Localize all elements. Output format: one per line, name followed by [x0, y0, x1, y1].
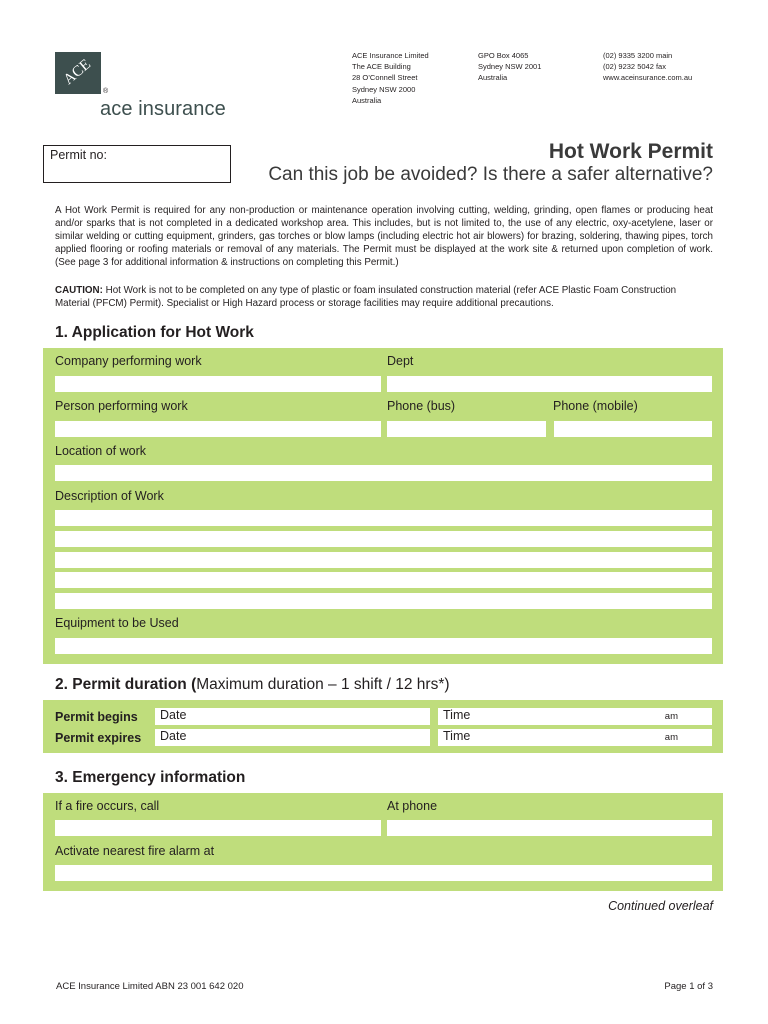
- logo-mark-text: ACE: [60, 56, 94, 89]
- caution-label: CAUTION:: [55, 285, 103, 296]
- footer-company: ACE Insurance Limited ABN 23 001 642 020: [56, 981, 244, 992]
- time-label: Time: [443, 729, 471, 743]
- begins-time-input[interactable]: [438, 708, 712, 725]
- section-2-note: Maximum duration – 1 shift / 12 hrs*): [196, 676, 450, 693]
- footer-page-number: Page 1 of 3: [664, 981, 713, 992]
- section-3-heading: 3. Emergency information: [55, 769, 246, 786]
- caution-text: Hot Work is not to be completed on any type of plastic or foam insulated construction material (refer ACE Plastic Foam Construction Material (PFCM) Permit). Specialist or High Hazard process or storage facilities may require additional precautions.: [55, 285, 677, 310]
- am-marker: am: [664, 732, 678, 743]
- at-phone-input[interactable]: [387, 820, 712, 836]
- document-subtitle: Can this job be avoided? Is there a safer alternative?: [268, 164, 713, 185]
- description-input-line[interactable]: [55, 531, 712, 547]
- person-input[interactable]: [55, 421, 381, 437]
- expires-time-input[interactable]: [438, 729, 712, 746]
- fire-alarm-label: Activate nearest fire alarm at: [55, 844, 215, 858]
- phone-bus-input[interactable]: [387, 421, 546, 437]
- location-label: Location of work: [55, 444, 147, 458]
- ace-logo-mark: [55, 52, 101, 94]
- continued-overleaf-note: Continued overleaf: [608, 899, 713, 913]
- address-contact: (02) 9335 3200 main (02) 9232 5042 fax www.aceinsurance.com.au: [603, 51, 693, 83]
- person-label: Person performing work: [55, 399, 188, 413]
- permit-expires-label: Permit expires: [55, 731, 142, 745]
- document-title: Hot Work Permit: [548, 140, 713, 163]
- address-postal: GPO Box 4065 Sydney NSW 2001 Australia: [478, 51, 542, 83]
- description-label: Description of Work: [55, 489, 164, 503]
- permit-begins-label: Permit begins: [55, 710, 138, 724]
- emergency-panel: [43, 793, 723, 891]
- description-input-line[interactable]: [55, 552, 712, 568]
- phone-mobile-input[interactable]: [554, 421, 712, 437]
- logo-text: ace insurance: [100, 98, 226, 120]
- am-marker: am: [664, 711, 678, 722]
- phone-mobile-label: Phone (mobile): [553, 399, 638, 413]
- dept-label: Dept: [387, 354, 414, 368]
- equipment-input[interactable]: [55, 638, 712, 654]
- description-input-line[interactable]: [55, 593, 712, 609]
- section-1-heading: 1. Application for Hot Work: [55, 324, 254, 341]
- section-2-heading: 2. Permit duration (Maximum duration – 1 shift / 12 hrs*): [55, 676, 450, 693]
- fire-alarm-input[interactable]: [55, 865, 712, 881]
- begins-date-input[interactable]: [155, 708, 430, 725]
- equipment-label: Equipment to be Used: [55, 616, 179, 630]
- application-panel: [43, 348, 723, 664]
- location-input[interactable]: [55, 465, 712, 481]
- intro-paragraph: A Hot Work Permit is required for any non-production or maintenance operation involving cutting, welding, grinding, open flames or producing heat and/or sparks that is not completed in a dedicated workshop area. This includes, but is not limited to, the use of any electric, oxy-acetylene, laser or similar welding or cutting equipment, grinders, gas torches or blow lamps (including electric hot air blowers) for brazing, soldering, thawing pipes, torch applied flooring or roofing materials or removal of any materials. The Permit must be displayed at the work site & returned upon completion of work. (See page 3 for additional information & instructions on completing this Permit.): [55, 205, 713, 269]
- caution-paragraph: [55, 284, 713, 310]
- permit-number-label: Permit no:: [50, 148, 107, 162]
- duration-panel: [43, 700, 723, 753]
- dept-input[interactable]: [387, 376, 712, 392]
- expires-date-input[interactable]: [155, 729, 430, 746]
- fire-call-label: If a fire occurs, call: [55, 799, 160, 813]
- permit-number-field[interactable]: [43, 145, 231, 183]
- registered-mark: ®: [103, 88, 109, 95]
- company-label: Company performing work: [55, 354, 202, 368]
- date-label: Date: [160, 708, 187, 722]
- company-input[interactable]: [55, 376, 381, 392]
- phone-bus-label: Phone (bus): [387, 399, 456, 413]
- time-label: Time: [443, 708, 471, 722]
- description-input-line[interactable]: [55, 510, 712, 526]
- at-phone-label: At phone: [387, 799, 438, 813]
- description-input-line[interactable]: [55, 572, 712, 588]
- date-label: Date: [160, 729, 187, 743]
- fire-call-input[interactable]: [55, 820, 381, 836]
- address-company: ACE Insurance Limited The ACE Building 28 O’Connell Street Sydney NSW 2000 Australia: [352, 51, 429, 105]
